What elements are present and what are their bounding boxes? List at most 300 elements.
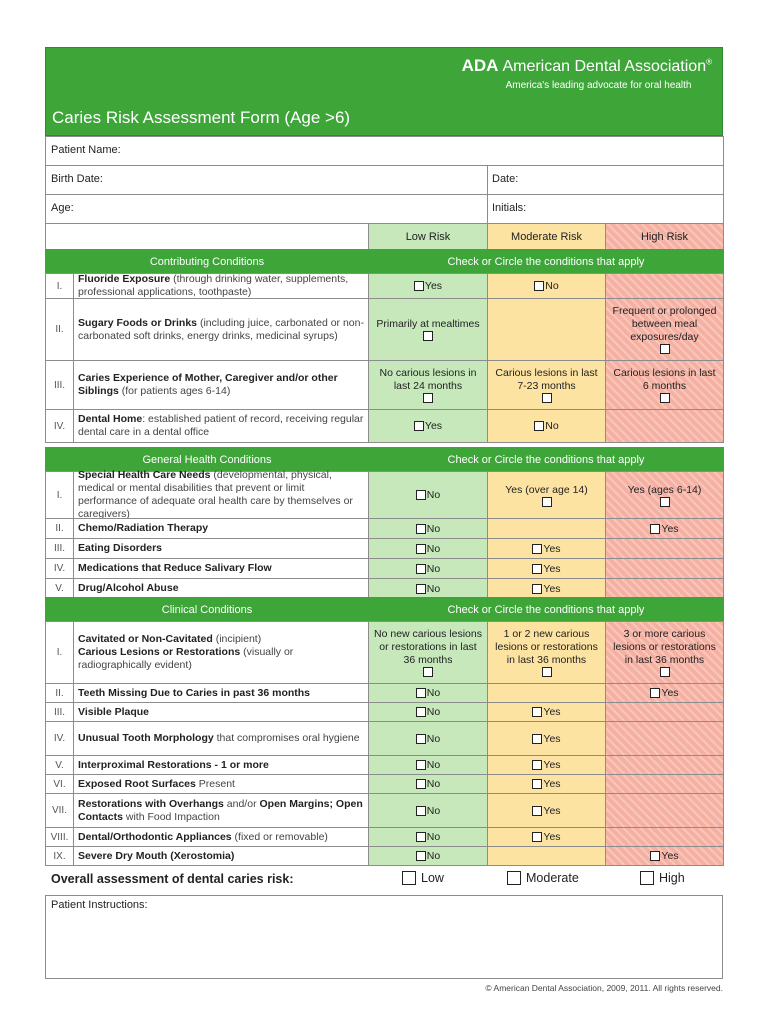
low-risk-cell-option[interactable] <box>416 831 440 843</box>
overall-option-moderate[interactable] <box>507 871 579 885</box>
high-risk-cell[interactable] <box>605 409 724 443</box>
condition-text <box>78 469 364 521</box>
checkbox-icon[interactable] <box>660 667 670 677</box>
low-risk-cell[interactable] <box>368 273 488 299</box>
row-number-text: II. <box>55 687 64 699</box>
condition-name-2: Carious Lesions or Restorations <box>78 646 241 658</box>
section-instruction-band <box>368 447 724 472</box>
row-number <box>45 827 74 847</box>
moderate-risk-cell-option[interactable] <box>532 759 560 771</box>
condition-name: Restorations with Overhangs <box>78 797 224 810</box>
moderate-risk-cell-option[interactable] <box>532 563 560 575</box>
low-risk-cell-option[interactable] <box>416 523 440 535</box>
condition-name: Dental/Orthodontic Appliances <box>78 830 232 843</box>
checkbox-icon[interactable] <box>532 564 542 574</box>
condition-text <box>78 778 235 791</box>
condition-name: Exposed Root Surfaces <box>78 777 196 790</box>
high-risk-cell[interactable] <box>605 578 724 599</box>
low-risk-cell[interactable] <box>368 621 488 684</box>
condition-description <box>73 721 369 756</box>
condition-description <box>73 273 369 299</box>
low-risk-cell-option[interactable] <box>416 583 440 595</box>
row-number <box>45 793 74 828</box>
checkbox-icon[interactable] <box>423 667 433 677</box>
row-number-text: III. <box>53 543 66 554</box>
section-instruction: Check or Circle the conditions that apply <box>447 453 645 466</box>
low-risk-cell[interactable] <box>368 721 488 756</box>
high-risk-header <box>605 223 724 250</box>
moderate-risk-cell[interactable] <box>487 683 606 703</box>
checkbox-icon[interactable] <box>532 779 542 789</box>
row-number-text: IV. <box>53 420 66 432</box>
condition-detail: (through drinking water, supplements, professional applications, toothpaste) <box>78 273 349 298</box>
moderate-risk-cell[interactable] <box>487 793 606 828</box>
condition-name: Unusual Tooth Morphology <box>78 732 214 744</box>
row-number-text: VII. <box>51 805 67 816</box>
overall-option-low[interactable] <box>402 871 444 885</box>
moderate-risk-cell-option-label: No <box>545 420 559 432</box>
high-risk-cell[interactable] <box>605 273 724 299</box>
checkbox-icon[interactable] <box>650 524 660 534</box>
checkbox-icon[interactable] <box>532 544 542 554</box>
low-risk-cell-option-label: No <box>426 562 441 575</box>
patient-name-label: Patient Name: <box>51 144 121 156</box>
moderate-risk-cell-option[interactable] <box>532 543 560 555</box>
row-number <box>45 578 74 599</box>
moderate-risk-cell[interactable] <box>487 721 606 756</box>
checkbox-icon[interactable] <box>402 871 416 885</box>
high-risk-cell[interactable] <box>605 755 724 775</box>
low-risk-cell-option[interactable] <box>416 733 440 745</box>
low-risk-cell-option[interactable] <box>414 420 442 432</box>
section-instruction-band <box>368 597 724 622</box>
checkbox-icon[interactable] <box>542 667 552 677</box>
condition-text <box>78 798 364 824</box>
low-risk-cell-option[interactable] <box>416 489 440 501</box>
low-risk-cell[interactable] <box>368 409 488 443</box>
moderate-risk-cell[interactable] <box>487 471 606 519</box>
checkbox-icon[interactable] <box>416 760 426 770</box>
high-risk-cell-option[interactable] <box>650 687 678 699</box>
high-risk-cell[interactable] <box>605 538 724 559</box>
checkbox-icon[interactable] <box>414 281 424 291</box>
moderate-risk-cell-option-label: Yes <box>543 778 561 790</box>
moderate-risk-cell-option[interactable] <box>534 280 558 292</box>
checkbox-icon[interactable] <box>416 851 426 861</box>
checkbox-icon[interactable] <box>534 281 544 291</box>
condition-description <box>73 702 369 722</box>
checkbox-icon[interactable] <box>416 544 426 554</box>
low-risk-cell-option-label: No <box>426 778 441 790</box>
row-number-text: V. <box>55 583 64 594</box>
moderate-risk-cell-text: Carious lesions in last 7-23 months <box>495 367 598 392</box>
condition-text <box>78 562 272 575</box>
low-risk-header <box>368 223 488 250</box>
high-risk-cell[interactable] <box>605 793 724 828</box>
moderate-risk-cell[interactable] <box>487 360 606 410</box>
age-label: Age: <box>51 202 74 214</box>
low-risk-cell-option-label: No <box>426 582 441 595</box>
low-risk-label: Low Risk <box>405 230 451 243</box>
overall-option-label: High <box>659 871 685 885</box>
checkbox-icon[interactable] <box>532 707 542 717</box>
row-number <box>45 755 74 775</box>
checkbox-icon[interactable] <box>416 707 426 717</box>
condition-text <box>78 542 162 555</box>
checkbox-icon[interactable] <box>640 871 654 885</box>
initials-label: Initials: <box>492 202 527 214</box>
moderate-risk-cell-text: Yes (over age 14) <box>505 483 588 496</box>
checkbox-icon[interactable] <box>416 564 426 574</box>
checkbox-icon[interactable] <box>416 832 426 842</box>
checkbox-icon[interactable] <box>532 584 542 594</box>
low-risk-cell[interactable] <box>368 827 488 847</box>
moderate-risk-header <box>487 223 606 250</box>
high-risk-cell[interactable] <box>605 621 724 684</box>
moderate-risk-cell-option[interactable] <box>532 805 560 817</box>
condition-text <box>78 850 234 863</box>
low-risk-cell-option-label: No <box>426 732 441 745</box>
moderate-risk-cell[interactable] <box>487 409 606 443</box>
high-risk-cell[interactable] <box>605 518 724 539</box>
condition-detail: : established patient of record, receiving regular dental care in a dental office <box>78 413 364 438</box>
overall-assessment-label: Overall assessment of dental caries risk: <box>51 872 294 886</box>
row-number <box>45 683 74 703</box>
condition-description <box>73 360 369 410</box>
moderate-risk-cell-option-label: Yes <box>543 831 561 843</box>
low-risk-cell-option[interactable] <box>416 563 440 575</box>
condition-text <box>78 273 364 299</box>
low-risk-cell-option-label: No <box>426 759 441 771</box>
section-title: Contributing Conditions <box>149 255 265 268</box>
row-number <box>45 774 74 794</box>
high-risk-cell-text: Carious lesions in last 6 months <box>613 367 716 392</box>
condition-name: Chemo/Radiation Therapy <box>78 522 209 534</box>
moderate-risk-cell[interactable] <box>487 578 606 599</box>
moderate-risk-cell-option[interactable] <box>532 778 560 790</box>
low-risk-cell[interactable] <box>368 471 488 519</box>
moderate-risk-cell-option-label: Yes <box>543 759 561 771</box>
row-number-text: VI. <box>53 778 66 790</box>
condition-detail-2: (visually or radiographically evident) <box>78 646 294 671</box>
condition-name: Cavitated or Non-Cavitated <box>78 633 213 645</box>
moderate-risk-cell[interactable] <box>487 774 606 794</box>
high-risk-cell[interactable] <box>605 827 724 847</box>
low-risk-cell-option[interactable] <box>416 759 440 771</box>
condition-name: Special Health Care Needs <box>78 469 211 481</box>
condition-detail-2: with Food Impaction <box>122 810 220 823</box>
checkbox-icon[interactable] <box>507 871 521 885</box>
high-risk-cell-option-label: Yes <box>661 850 679 862</box>
condition-text <box>78 372 364 398</box>
low-risk-cell[interactable] <box>368 683 488 703</box>
row-number-text: I. <box>56 280 63 292</box>
moderate-risk-cell-option-label: Yes <box>543 804 561 817</box>
moderate-risk-cell[interactable] <box>487 702 606 722</box>
condition-detail: Present <box>195 777 235 790</box>
ada-logo-mark: ADA <box>461 56 499 75</box>
moderate-risk-cell[interactable] <box>487 755 606 775</box>
low-risk-cell-text: Primarily at mealtimes <box>376 318 480 330</box>
moderate-risk-label: Moderate Risk <box>511 230 582 243</box>
row-number <box>45 518 74 539</box>
high-risk-cell[interactable] <box>605 360 724 410</box>
moderate-risk-cell-option-label: Yes <box>543 582 561 595</box>
patient-name-field[interactable] <box>45 136 724 166</box>
high-risk-cell-text: Frequent or prolonged between meal exposures/day <box>612 305 717 343</box>
condition-description <box>73 538 369 559</box>
moderate-risk-cell-option[interactable] <box>532 583 560 595</box>
patient-instructions-label: Patient Instructions: <box>51 899 148 911</box>
birth-date-field[interactable] <box>45 165 488 195</box>
moderate-risk-cell[interactable] <box>487 538 606 559</box>
low-risk-cell[interactable] <box>368 774 488 794</box>
row-number-text: IV. <box>53 563 66 574</box>
high-risk-cell-text: Yes (ages 6-14) <box>627 483 702 496</box>
condition-detail: and/or <box>223 797 260 810</box>
high-risk-cell-option[interactable] <box>650 523 678 535</box>
checkbox-icon[interactable] <box>660 497 670 507</box>
condition-description <box>73 409 369 443</box>
condition-description <box>73 298 369 361</box>
low-risk-cell-option[interactable] <box>416 850 440 862</box>
section-title: Clinical Conditions <box>161 603 253 616</box>
low-risk-cell-option-label: No <box>426 804 441 817</box>
condition-detail: (for patients ages 6-14) <box>118 385 231 397</box>
moderate-risk-cell-text: 1 or 2 new carious lesions or restorations in last 36 months <box>495 628 598 666</box>
checkbox-icon[interactable] <box>532 806 542 816</box>
low-risk-cell-option[interactable] <box>416 778 440 790</box>
row-number <box>45 721 74 756</box>
low-risk-cell-option[interactable] <box>414 280 442 292</box>
form-title: Caries Risk Assessment Form (Age >6) <box>52 108 351 127</box>
low-risk-cell-option-label: No <box>426 687 441 699</box>
checkbox-icon[interactable] <box>423 331 433 341</box>
moderate-risk-cell[interactable] <box>487 518 606 539</box>
row-number <box>45 360 74 410</box>
row-number-text: I. <box>56 647 63 658</box>
low-risk-cell[interactable] <box>368 755 488 775</box>
low-risk-cell-option-label: No <box>426 706 441 718</box>
condition-description <box>73 471 369 519</box>
low-risk-cell-option[interactable] <box>416 687 440 699</box>
condition-name: Sugary Foods or Drinks <box>78 316 198 329</box>
checkbox-icon[interactable] <box>542 393 552 403</box>
low-risk-cell[interactable] <box>368 702 488 722</box>
condition-description <box>73 793 369 828</box>
moderate-risk-cell[interactable] <box>487 621 606 684</box>
row-number <box>45 409 74 443</box>
row-number <box>45 621 74 684</box>
high-risk-cell[interactable] <box>605 298 724 361</box>
checkbox-icon[interactable] <box>532 760 542 770</box>
condition-name: Dental Home <box>78 413 143 425</box>
condition-description <box>73 774 369 794</box>
checkbox-icon[interactable] <box>416 524 426 534</box>
moderate-risk-cell-option[interactable] <box>532 733 560 745</box>
moderate-risk-cell[interactable] <box>487 298 606 361</box>
overall-option-label: Low <box>421 871 444 885</box>
low-risk-cell-text: No new carious lesions or restorations in last 36 months <box>374 628 482 666</box>
age-field[interactable] <box>45 194 488 224</box>
section-instruction-band <box>368 249 724 274</box>
moderate-risk-cell[interactable] <box>487 558 606 579</box>
high-risk-cell[interactable] <box>605 558 724 579</box>
checkbox-icon[interactable] <box>416 806 426 816</box>
checkbox-icon[interactable] <box>660 393 670 403</box>
section-title-band <box>45 597 369 622</box>
condition-name: Drug/Alcohol Abuse <box>78 582 179 594</box>
high-risk-cell[interactable] <box>605 702 724 722</box>
row-number-text: IX. <box>53 850 66 862</box>
low-risk-cell-option-label: Yes <box>424 280 443 292</box>
row-number-text: VIII. <box>50 831 69 843</box>
row-number <box>45 298 74 361</box>
condition-text <box>78 633 364 672</box>
condition-text <box>78 317 364 343</box>
initials-field[interactable] <box>487 194 724 224</box>
low-risk-cell[interactable] <box>368 558 488 579</box>
section-instruction: Check or Circle the conditions that apply <box>447 255 645 268</box>
form-header <box>45 47 723 136</box>
condition-name: Interproximal Restorations - 1 or more <box>78 758 269 771</box>
low-risk-cell[interactable] <box>368 793 488 828</box>
high-risk-cell-option-label: Yes <box>661 522 679 535</box>
condition-description <box>73 827 369 847</box>
birth-date-label: Birth Date: <box>51 173 103 185</box>
checkbox-icon[interactable] <box>416 490 426 500</box>
row-number <box>45 558 74 579</box>
high-risk-cell-option-label: Yes <box>661 687 679 699</box>
low-risk-cell[interactable] <box>368 298 488 361</box>
moderate-risk-cell[interactable] <box>487 827 606 847</box>
moderate-risk-cell-option-label: Yes <box>543 732 561 745</box>
condition-name: Fluoride Exposure <box>78 273 171 285</box>
moderate-risk-cell-option-label: Yes <box>543 706 561 718</box>
overall-option-high[interactable] <box>640 871 685 885</box>
row-number <box>45 273 74 299</box>
low-risk-cell-option[interactable] <box>416 543 440 555</box>
condition-description <box>73 578 369 599</box>
condition-description <box>73 683 369 703</box>
org-tagline: America's leading advocate for oral health <box>505 80 692 91</box>
condition-detail: that compromises oral hygiene <box>213 732 360 744</box>
high-risk-cell[interactable] <box>605 471 724 519</box>
condition-detail: (incipient) <box>212 633 262 645</box>
low-risk-cell-option-label: No <box>426 542 441 555</box>
condition-text <box>78 831 328 844</box>
moderate-risk-cell-option[interactable] <box>532 706 560 718</box>
condition-detail: (including juice, carbonated or non-carbonated soft drinks, energy drinks, medicinal syrups) <box>78 316 364 342</box>
checkbox-icon[interactable] <box>534 421 544 431</box>
row-number-text: III. <box>53 379 66 391</box>
row-number <box>45 538 74 559</box>
row-number <box>45 702 74 722</box>
risk-header-blank <box>45 223 369 250</box>
condition-text <box>78 732 360 745</box>
section-title-band <box>45 249 369 274</box>
condition-name: Medications that Reduce Salivary Flow <box>78 562 272 574</box>
patient-instructions-box[interactable] <box>45 895 723 979</box>
high-risk-cell[interactable] <box>605 683 724 703</box>
checkbox-icon[interactable] <box>650 688 660 698</box>
low-risk-cell-option-label: No <box>426 831 441 843</box>
moderate-risk-cell-option-label: No <box>545 280 559 292</box>
checkbox-icon[interactable] <box>532 832 542 842</box>
moderate-risk-cell-option-label: Yes <box>543 562 561 575</box>
moderate-risk-cell-option-label: Yes <box>543 542 561 555</box>
low-risk-cell-option-label: No <box>426 522 441 535</box>
low-risk-cell-text: No carious lesions in last 24 months <box>379 367 477 392</box>
low-risk-cell-option[interactable] <box>416 706 440 718</box>
condition-text <box>78 582 179 595</box>
date-label: Date: <box>492 173 519 185</box>
high-risk-cell[interactable] <box>605 774 724 794</box>
low-risk-cell[interactable] <box>368 360 488 410</box>
condition-text <box>78 413 364 439</box>
moderate-risk-cell[interactable] <box>487 273 606 299</box>
row-number-text: II. <box>55 523 64 534</box>
low-risk-cell[interactable] <box>368 518 488 539</box>
checkbox-icon[interactable] <box>416 779 426 789</box>
condition-name: Caries Experience of Mother, Caregiver and/or other Siblings <box>78 372 338 397</box>
condition-description <box>73 558 369 579</box>
moderate-risk-cell-option[interactable] <box>532 831 560 843</box>
checkbox-icon[interactable] <box>423 393 433 403</box>
checkbox-icon[interactable] <box>416 584 426 594</box>
low-risk-cell[interactable] <box>368 538 488 559</box>
condition-name: Teeth Missing Due to Caries in past 36 months <box>78 686 311 699</box>
row-number-text: V. <box>55 759 64 771</box>
condition-name-2: Open Margins; Open Contacts <box>78 797 363 823</box>
low-risk-cell[interactable] <box>368 846 488 866</box>
checkbox-icon[interactable] <box>542 497 552 507</box>
high-risk-cell-option[interactable] <box>650 850 678 862</box>
high-risk-label: High Risk <box>640 230 689 243</box>
low-risk-cell-option-label: Yes <box>424 420 443 432</box>
condition-detail: (fixed or removable) <box>231 830 328 843</box>
section-title: General Health Conditions <box>142 453 272 466</box>
low-risk-cell-option-label: No <box>426 850 441 862</box>
checkbox-icon[interactable] <box>532 734 542 744</box>
condition-detail: (developmental, physical, medical or mental disabilities that prevent or limit performance of adequate oral health care by themselves or caregivers) <box>78 469 353 520</box>
condition-description <box>73 846 369 866</box>
checkbox-icon[interactable] <box>660 344 670 354</box>
condition-text <box>78 759 269 772</box>
moderate-risk-cell[interactable] <box>487 846 606 866</box>
high-risk-cell-text: 3 or more carious lesions or restorations in last 36 months <box>613 628 716 666</box>
section-instruction: Check or Circle the conditions that apply <box>447 603 645 616</box>
row-number-text: III. <box>53 706 66 718</box>
moderate-risk-cell-option[interactable] <box>534 420 558 432</box>
low-risk-cell[interactable] <box>368 578 488 599</box>
row-number <box>45 471 74 519</box>
low-risk-cell-option[interactable] <box>416 805 440 817</box>
date-field[interactable] <box>487 165 724 195</box>
checkbox-icon[interactable] <box>650 851 660 861</box>
checkbox-icon[interactable] <box>416 688 426 698</box>
checkbox-icon[interactable] <box>416 734 426 744</box>
condition-description <box>73 518 369 539</box>
high-risk-cell[interactable] <box>605 846 724 866</box>
checkbox-icon[interactable] <box>414 421 424 431</box>
ada-logo <box>462 56 712 91</box>
low-risk-cell-option-label: No <box>426 489 441 501</box>
row-number-text: I. <box>56 489 63 501</box>
high-risk-cell[interactable] <box>605 721 724 756</box>
copyright: © American Dental Association, 2009, 2011. All rights reserved. <box>485 983 723 993</box>
row-number <box>45 846 74 866</box>
